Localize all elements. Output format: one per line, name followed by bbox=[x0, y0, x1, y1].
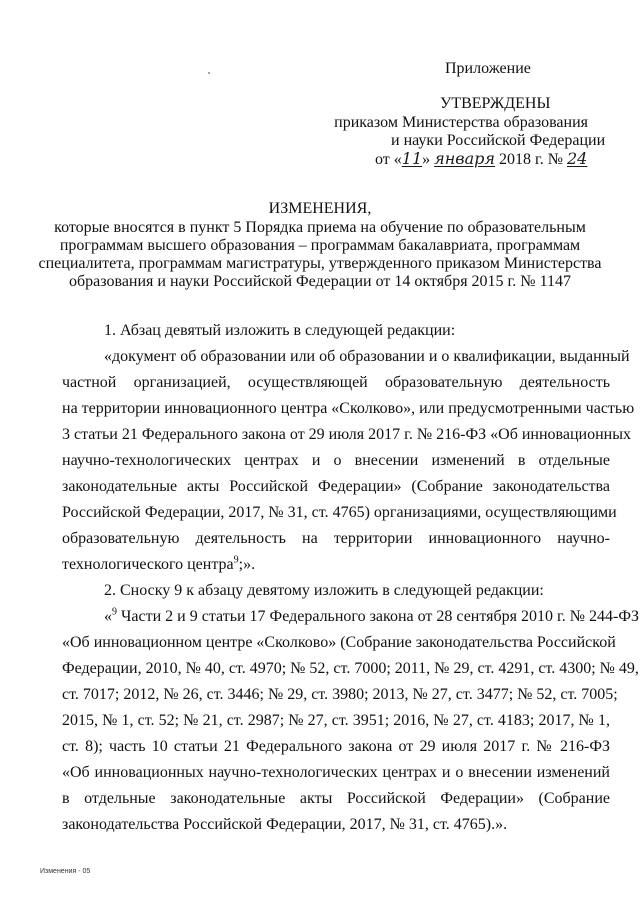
p1-line-9 bbox=[62, 556, 255, 574]
p2-line-6 bbox=[62, 738, 610, 756]
title-line-1: которые вносятся в пункт 5 Порядка приема на обучение по образовательным bbox=[54, 219, 586, 236]
p1-line-3 bbox=[62, 400, 635, 418]
handwritten-number: 24 bbox=[567, 149, 588, 168]
p1-last-end: ;». bbox=[238, 556, 256, 573]
p1-line-5-text: научно-технологических центрах и о внесении изменений в отдельные bbox=[62, 452, 610, 469]
approved-label: УТВЕРЖДЕНЫ bbox=[440, 95, 551, 112]
date-mid: » bbox=[422, 151, 435, 168]
document-heading: ИЗМЕНЕНИЯ, bbox=[268, 200, 372, 217]
p1-line-5 bbox=[62, 452, 610, 470]
p1-line-3-text: на территории инновационного центра «Сколково», или предусмотренными частью bbox=[62, 400, 635, 417]
p2-line-7-text: «Об инновационных научно-технологических центрах и о внесении изменений bbox=[62, 764, 610, 781]
p2-line-3-text: Федерации, 2010, № 40, ст. 4970; № 52, ст. 7000; 2011, № 29, ст. 4291, ст. 4300; № 49, bbox=[62, 660, 639, 677]
p1-line-8 bbox=[62, 530, 610, 548]
footnote-mark-9: 9 bbox=[112, 606, 117, 618]
p2-line-8-text: в отдельные законодательные акты Российской Федерации» (Собрание bbox=[62, 790, 610, 807]
p1-line-6 bbox=[62, 478, 610, 496]
scan-speck bbox=[208, 72, 210, 74]
footnote-ref-9: 9 bbox=[233, 554, 239, 566]
p2-line-3 bbox=[62, 660, 639, 678]
item-1-heading: 1. Абзац девятый изложить в следующей редакции: bbox=[104, 322, 456, 339]
page-footer: Изменения - 05 bbox=[40, 868, 91, 875]
order-date-line bbox=[375, 149, 587, 169]
p2-line-5 bbox=[62, 712, 610, 730]
order-line-2: и науки Российской Федерации bbox=[391, 132, 606, 149]
p1-line-6-text: законодательные акты Российской Федерации» (Собрание законодательства bbox=[62, 478, 610, 495]
title-line-3: специалитета, программам магистратуры, утвержденного приказом Министерства bbox=[38, 255, 602, 272]
p2-line-2 bbox=[62, 634, 616, 652]
p1-line-1-text: «документ об образовании или об образовании и о квалификации, выданный bbox=[104, 348, 630, 365]
p1-line-4-text: 3 статьи 21 Федерального закона от 29 июля 2017 г. № 216-ФЗ «Об инновационных bbox=[62, 426, 631, 443]
p2-line-6-text: ст. 8); часть 10 статьи 21 Федерального закона от 29 июля 2017 г. № 216-ФЗ bbox=[62, 738, 610, 755]
p2-line-7 bbox=[62, 764, 610, 782]
order-line-1: приказом Министерства образования bbox=[334, 114, 588, 131]
p1-line-2 bbox=[62, 374, 610, 392]
p2-line-1 bbox=[104, 608, 639, 626]
p1-line-8-text: образовательную деятельность на территории инновационного научно- bbox=[62, 530, 610, 547]
item-2-heading: 2. Сноску 9 к абзацу девятому изложить в следующей редакции: bbox=[104, 582, 544, 599]
p1-line-1 bbox=[104, 348, 630, 366]
title-line-2: программам высшего образования – программам бакалавриата, программам bbox=[59, 237, 581, 254]
title-line-4: образования и науки Российской Федерации от 14 октября 2015 г. № 1147 bbox=[69, 273, 571, 290]
p2-line-4 bbox=[62, 686, 618, 704]
p2-line-2-text: «Об инновационном центре «Сколково» (Собрание законодательства Российской bbox=[62, 634, 616, 651]
date-year: 2018 г. № bbox=[494, 151, 567, 168]
p2-line-9: законодательства Российской Федерации, 2017, № 31, ст. 4765).». bbox=[62, 816, 508, 833]
p1-line-4 bbox=[62, 426, 631, 444]
handwritten-day: 11 bbox=[401, 149, 423, 168]
p2-open-quote: « bbox=[104, 608, 112, 625]
p2-line-4-text: ст. 7017; 2012, № 26, ст. 3446; № 29, ст. 3980; 2013, № 27, ст. 3477; № 52, ст. 7005; bbox=[62, 686, 618, 703]
p2-first-text: Части 2 и 9 статьи 17 Федерального закона от 28 сентября 2010 г. № 244-ФЗ bbox=[117, 608, 640, 625]
handwritten-month: января bbox=[434, 149, 495, 168]
p1-line-7 bbox=[62, 504, 617, 522]
date-prefix: от « bbox=[375, 151, 402, 168]
p1-last-text: технологического центра bbox=[62, 556, 234, 573]
p1-line-2-text: частной организацией, осуществляющей образовательную деятельность bbox=[62, 374, 610, 391]
p2-line-5-text: 2015, № 1, ст. 52; № 21, ст. 2987; № 27, ст. 3951; 2016, № 27, ст. 4183; 2017, № 1, bbox=[62, 712, 610, 729]
p1-line-7-text: Российской Федерации, 2017, № 31, ст. 4765) организациями, осуществляющими bbox=[62, 504, 617, 521]
p2-line-8 bbox=[62, 790, 610, 808]
appendix-label: Приложение bbox=[445, 60, 531, 77]
